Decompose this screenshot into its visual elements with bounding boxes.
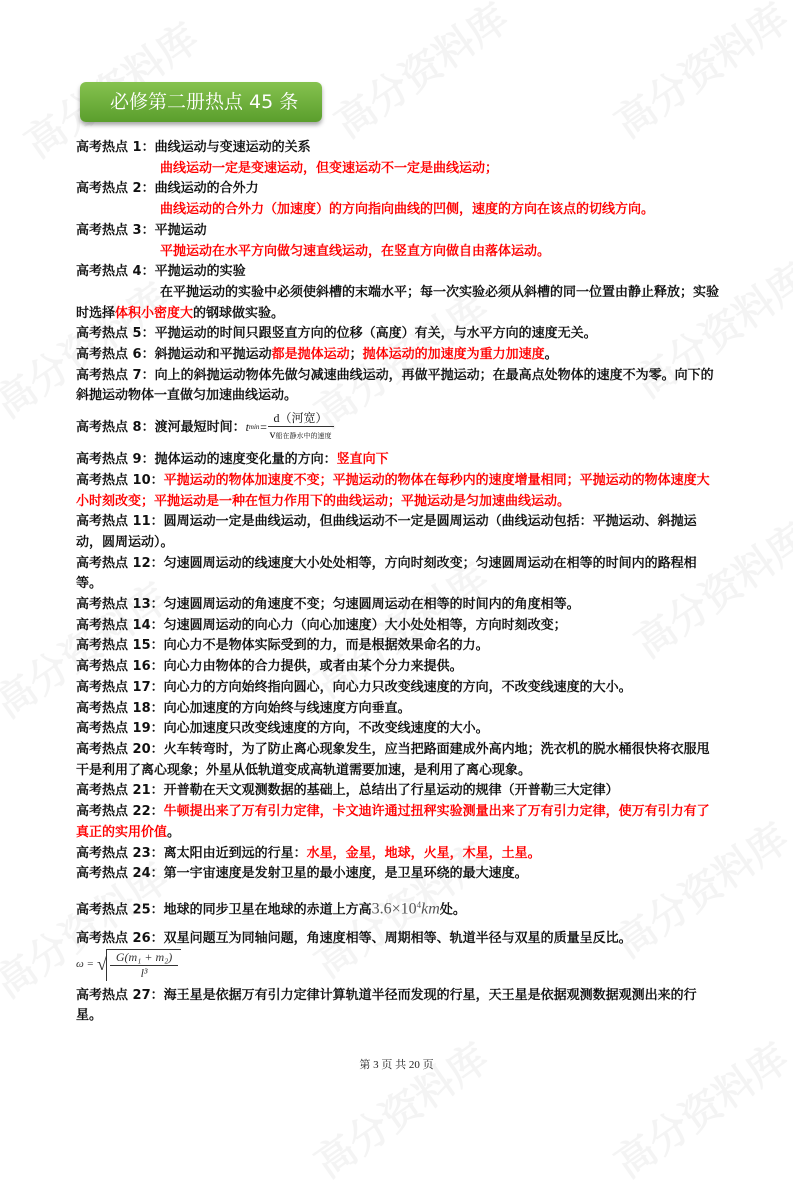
item-text: 高考热点 6：斜抛运动和平抛运动 [76, 347, 272, 363]
hotspot-item [76, 366, 721, 407]
item-text: 。 [167, 824, 181, 840]
item-text: 高考热点 5：平抛运动的时间只跟竖直方向的位移（高度）有关，与水平方向的速度无关。 [76, 326, 597, 342]
item-text: 高考热点 14：匀速圆周运动的向心力（向心加速度）大小处处相等，方向时刻改变； [76, 617, 567, 633]
item-text: ； [349, 347, 363, 363]
formula-symbol: t [245, 420, 249, 435]
hotspot-item [76, 895, 721, 921]
item-text: 高考热点 27：海王星是依据万有引力定律计算轨道半径而发现的行星，天王星是依据观测数据观测出来的行星。 [76, 987, 697, 1024]
item-text: 高考热点 22： [76, 804, 164, 820]
fraction-numerator: d（河宽） [268, 411, 334, 427]
item-text: 处。 [439, 902, 466, 918]
watermark-text [602, 1028, 793, 1189]
hotspot-item [76, 657, 721, 678]
hotspot-item [76, 678, 721, 699]
highlight-text: 曲线运动的合外力（加速度）的方向指向曲线的凹侧，速度的方向在该点的切线方向。 [160, 202, 655, 218]
item-text: 高考热点 17：向心力的方向始终指向圆心，向心力只改变线速度的方向，不改变线速度的大小。 [76, 679, 632, 695]
item-text: 高考热点 13：匀速圆周运动的角速度不变；匀速圆周运动在相等的时间内的角度相等。 [76, 597, 580, 613]
item-text: 高考热点 25：地球的同步卫星在地球的赤道上方高 [76, 902, 372, 918]
highlight-text: 平抛运动的物体加速度不变；平抛运动的物体在每秒内的速度增量相同；平抛运动的物体速度大小时刻改变；平抛运动是一种在恒力作用下的曲线运动；平抛运动是匀加速曲线运动。 [76, 472, 710, 509]
highlight-text: 牛顿提出来了万有引力定律，卡文迪许通过扭秤实验测量出来了万有引力定律，使万有引力有了真正的实用价值 [76, 804, 710, 840]
item-text: 高考热点 19：向心加速度只改变线速度的方向，不改变线速度的大小。 [76, 721, 489, 737]
fraction-numerator: G(m₁ + m₂) [110, 950, 178, 966]
item-text: 高考热点 7：向上的斜抛运动物体先做匀减速曲线运动，再做平抛运动；在最高点处物体的速度不为零。向下的斜抛运动物体一直做匀加速曲线运动。 [76, 367, 714, 404]
formula-exponent: 4 [416, 899, 422, 910]
item-text: 高考热点 20：火车转弯时，为了防止离心现象发生，应当把路面建成外高内地；洗衣机的脱水桶很快将衣服甩干是利用了离心现象；外星从低轨道变成高轨道需要加速，是利用了离心现象。 [76, 741, 710, 778]
item-text: 高考热点 2：曲线运动的合外力 [76, 181, 259, 197]
item-text: 高考热点 23：离太阳由近到远的行星： [76, 845, 307, 861]
item-text: 高考热点 8：渡河最短时间： [76, 420, 246, 436]
item-text: 高考热点 26：双星问题互为同轴问题，角速度相等、周期相等、轨道半径与双星的质量呈反比。 [76, 930, 632, 946]
highlight-text: 体积小密度大 [115, 305, 194, 321]
hotspot-item [76, 554, 721, 595]
hotspot-item [76, 324, 721, 345]
item-text: 高考热点 10： [76, 472, 164, 488]
hotspot-item [76, 221, 721, 242]
item-text: 高考热点 24：第一宇宙速度是发射卫星的最小速度，是卫星环绕的最大速度。 [76, 866, 528, 882]
watermark-text [322, 0, 519, 149]
hotspot-item [76, 595, 721, 616]
hotspot-item [76, 159, 721, 180]
fraction-denominator: l³ [140, 965, 148, 980]
item-text: 高考热点 11：圆周运动一定是曲线运动，但曲线运动不一定是圆周运动（曲线运动包括：平抛运动、斜抛运动，圆周运动）。 [76, 514, 697, 550]
item-text: 的钢球做实验。 [193, 305, 285, 321]
hotspot-item [76, 802, 721, 843]
section-banner: 必修第二册热点 45 条 [80, 82, 322, 122]
hotspot-item [76, 512, 721, 553]
hotspot-item [76, 986, 721, 1027]
item-text: 。 [544, 347, 558, 363]
page-footer: 第 3 页 共 20 页 [359, 1059, 434, 1071]
denominator-subscript: 船在静水中的速度 [275, 432, 332, 441]
formula-symbol: ω = [76, 958, 94, 971]
hotspot-item [76, 262, 721, 283]
hotspot-item [76, 950, 721, 980]
hotspot-item [76, 616, 721, 637]
highlight-text: 平抛运动在水平方向做匀速直线运动，在竖直方向做自由落体运动。 [160, 243, 551, 259]
hotspot-item [76, 844, 721, 865]
item-text: 高考热点 15：向心力不是物体实际受到的力，而是根据效果命名的力。 [76, 638, 489, 654]
hotspot-item [76, 242, 721, 263]
hotspot-item [76, 179, 721, 200]
highlight-text: 水星，金星，地球，火星，木星，土星。 [306, 845, 541, 861]
item-text: 高考热点 18：向心加速度的方向始终与线速度方向垂直。 [76, 700, 411, 716]
fraction [268, 411, 334, 444]
highlight-text: 都是抛体运动 [271, 347, 350, 363]
hotspot-item [76, 929, 721, 950]
fraction-denominator: v [269, 427, 276, 442]
hotspot-item [76, 200, 721, 221]
item-text: 高考热点 4：平抛运动的实验 [76, 264, 246, 280]
item-text: 高考热点 1：曲线运动与变速运动的关系 [76, 140, 311, 155]
sqrt-icon: √ [96, 954, 107, 975]
hotspot-list [76, 138, 721, 1027]
hotspot-item [76, 450, 721, 471]
formula-unit: km [421, 900, 440, 918]
hotspot-item [76, 345, 721, 366]
item-text: 高考热点 9：抛体运动的速度变化量的方向： [76, 452, 337, 468]
hotspot-item [76, 740, 721, 781]
hotspot-item [76, 699, 721, 720]
item-text: 高考热点 12：匀速圆周运动的线速度大小处处相等，方向时刻改变；匀速圆周运动在相等的时间内的路程相等。 [76, 555, 697, 592]
hotspot-item [76, 138, 721, 159]
highlight-text: 竖直向下 [336, 452, 389, 468]
hotspot-item [76, 471, 721, 512]
hotspot-item [76, 636, 721, 657]
hotspot-item [76, 864, 721, 885]
watermark-text [602, 0, 793, 149]
highlight-text: 曲线运动一定是变速运动，但变速运动不一定是曲线运动； [160, 160, 499, 176]
hotspot-item: 高考热点 8：渡河最短时间： t min = $\frac{\text{d（河宽）}}{\text{v船在静水中的速度}}$ [76, 411, 721, 444]
watermark-text [302, 1028, 499, 1189]
highlight-text: 抛体运动的加速度为重力加速度 [362, 347, 545, 363]
formula-value: 3.6×10 [371, 900, 417, 918]
item-text: 在平抛运动的实验中必须使斜槽的末端水平；每一次实验必须从斜槽的同一位置由静止释放；实验时选择 [76, 284, 720, 321]
hotspot-item [76, 283, 721, 324]
item-text: 高考热点 16：向心力由物体的合力提供，或者由某个分力来提供。 [76, 659, 463, 675]
formula-subscript: min [248, 423, 260, 432]
hotspot-item [76, 719, 721, 740]
hotspot-item [76, 781, 721, 802]
item-text: 高考热点 21：开普勒在天文观测数据的基础上，总结出了行星运动的规律（开普勒三大定律） [76, 783, 619, 799]
item-text: 高考热点 3：平抛运动 [76, 222, 207, 238]
